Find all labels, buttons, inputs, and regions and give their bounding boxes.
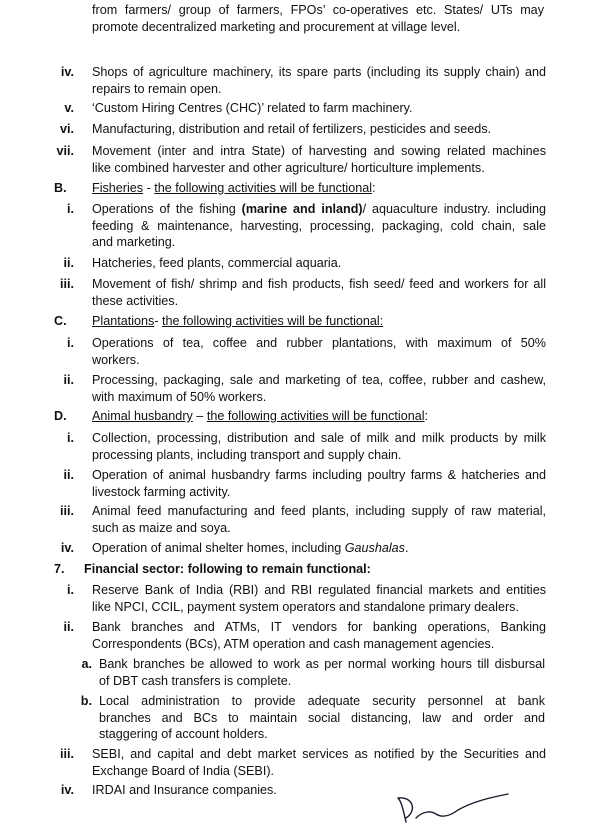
continuation-paragraph [92, 2, 544, 35]
text-line: from farmers/ group of farmers, FPOs’ co-operatives etc. States/ UTs may [92, 3, 544, 17]
list-item [92, 582, 546, 615]
text-line: like combined harvester and other agriculture/ horticulture implements. [92, 160, 485, 175]
text-line: Local administration to provide adequate security personnel at bank [99, 694, 545, 708]
bold-text: (marine and inland) [241, 202, 363, 216]
list-item [92, 467, 546, 500]
item-number: i. [67, 431, 74, 445]
text-line: processing plants, including transport and supply chain. [92, 447, 402, 462]
text-line: Collection, processing, distribution and sale of milk and milk products by milk [92, 431, 546, 445]
text-line: workers. [92, 352, 140, 367]
item-number: iii. [60, 504, 74, 518]
item-number: vi. [59, 122, 74, 136]
list-item [92, 335, 546, 368]
section-letter: D. [54, 409, 67, 423]
section-title: Plantations [92, 314, 155, 328]
text-line: with maximum of 50% workers. [92, 389, 267, 404]
colon: : [372, 181, 376, 195]
list-item [92, 255, 546, 272]
item-number: iv. [60, 541, 74, 555]
text-line: Shops of agriculture machinery, its spare parts (including its supply chain) and [92, 65, 546, 79]
item-number: vii. [56, 144, 74, 158]
text-run: Operation of animal shelter homes, including [92, 541, 345, 555]
section-subtitle: the following activities will be functional [154, 181, 373, 195]
separator: - [143, 181, 155, 195]
list-item [92, 121, 546, 138]
text-line: livestock farming activity. [92, 484, 231, 499]
item-number: i. [67, 583, 74, 597]
text-line: such as maize and soya. [92, 520, 231, 535]
text-line: Hatcheries, feed plants, commercial aquaria. [92, 256, 342, 270]
section-heading-financial: Financial sector: following to remain functional: [84, 562, 371, 576]
sub-list-item [99, 656, 545, 689]
text-line: staggering of account holders. [99, 727, 268, 741]
text-line: of DBT cash transfers is complete. [99, 673, 292, 688]
text-run: / aquaculture industry. including [362, 202, 547, 216]
item-number: iii. [60, 277, 74, 291]
list-item [92, 503, 546, 536]
item-number: ii. [63, 256, 74, 270]
separator: – [192, 409, 207, 423]
text-run: . [404, 541, 409, 555]
item-number: i. [67, 202, 74, 216]
text-line: feeding & maintenance, harvesting, processing, packaging, cold chain, sale [92, 218, 546, 233]
section-heading-fisheries [92, 180, 376, 197]
text-line: Correspondents (BCs), ATM operation and cash management agencies. [92, 636, 495, 651]
text-line [92, 201, 546, 218]
text-line: like NPCI, CCIL, payment system operators and standalone primary dealers. [92, 599, 519, 614]
item-number: ii. [63, 373, 74, 387]
list-item [92, 372, 546, 405]
section-heading-animal-husbandry [92, 408, 428, 425]
text-line: IRDAI and Insurance companies. [92, 783, 277, 797]
section-title: Animal husbandry [92, 409, 193, 423]
text-line: Reserve Bank of India (RBI) and RBI regulated financial markets and entities [92, 583, 546, 597]
section-number: 7. [54, 562, 65, 576]
text-line: Exchange Board of India (SEBI). [92, 763, 275, 778]
section-heading-plantations [92, 313, 383, 330]
list-item [92, 201, 546, 251]
subitem-letter: a. [81, 657, 92, 671]
section-subtitle: the following activities will be functional [206, 409, 425, 423]
section-letter: B. [54, 181, 67, 195]
section-title: Fisheries [92, 181, 144, 195]
text-line: Movement of fish/ shrimp and fish products, fish seed/ feed and workers for all [92, 277, 546, 291]
item-number: i. [67, 336, 74, 350]
text-line: Bank branches and ATMs, IT vendors for banking operations, Banking [92, 620, 546, 634]
signature-mark [392, 788, 512, 828]
list-item [92, 746, 546, 779]
item-number: v. [64, 101, 74, 115]
list-item [92, 276, 546, 309]
separator: - [154, 314, 163, 328]
text-line: Processing, packaging, sale and marketing of tea, coffee, rubber and cashew, [92, 373, 546, 387]
text-line: Operations of tea, coffee and rubber plantations, with maximum of 50% [92, 336, 546, 350]
list-item [92, 100, 546, 117]
text-line: Operation of animal husbandry farms including poultry farms & hatcheries and [92, 468, 546, 482]
text-line: repairs to remain open. [92, 81, 222, 96]
text-line: Bank branches be allowed to work as per normal working hours till disbursal [99, 657, 545, 671]
list-item [92, 540, 408, 557]
italic-text: Gaushalas [344, 541, 405, 555]
text-line: ‘Custom Hiring Centres (CHC)’ related to farm machinery. [92, 101, 413, 115]
text-line: Animal feed manufacturing and feed plants, including supply of raw material, [92, 504, 546, 518]
sub-list-item [99, 693, 545, 743]
text-line: Movement (inter and intra State) of harvesting and sowing related machines [92, 144, 546, 158]
item-number: iv. [60, 65, 74, 79]
text-line: branches and BCs to maintain social distancing, law and order and [99, 710, 545, 725]
list-item [92, 619, 546, 652]
subitem-letter: b. [80, 694, 92, 708]
text-line: promote decentralized marketing and procurement at village level. [92, 19, 461, 34]
text-line: these activities. [92, 293, 179, 308]
text-run: Operations of the fishing [92, 202, 242, 216]
item-number: ii. [63, 468, 74, 482]
list-item [92, 64, 546, 97]
text-line: and marketing. [92, 235, 176, 249]
section-subtitle: the following activities will be functional: [162, 314, 384, 328]
section-letter: C. [54, 314, 67, 328]
text-line: Manufacturing, distribution and retail of fertilizers, pesticides and seeds. [92, 122, 492, 136]
item-number: ii. [63, 620, 74, 634]
text-line: SEBI, and capital and debt market services as notified by the Securities and [92, 747, 546, 761]
list-item [92, 430, 546, 463]
colon: : [424, 409, 429, 423]
item-number: iii. [60, 747, 74, 761]
list-item [92, 143, 546, 176]
item-number: iv. [60, 783, 74, 797]
